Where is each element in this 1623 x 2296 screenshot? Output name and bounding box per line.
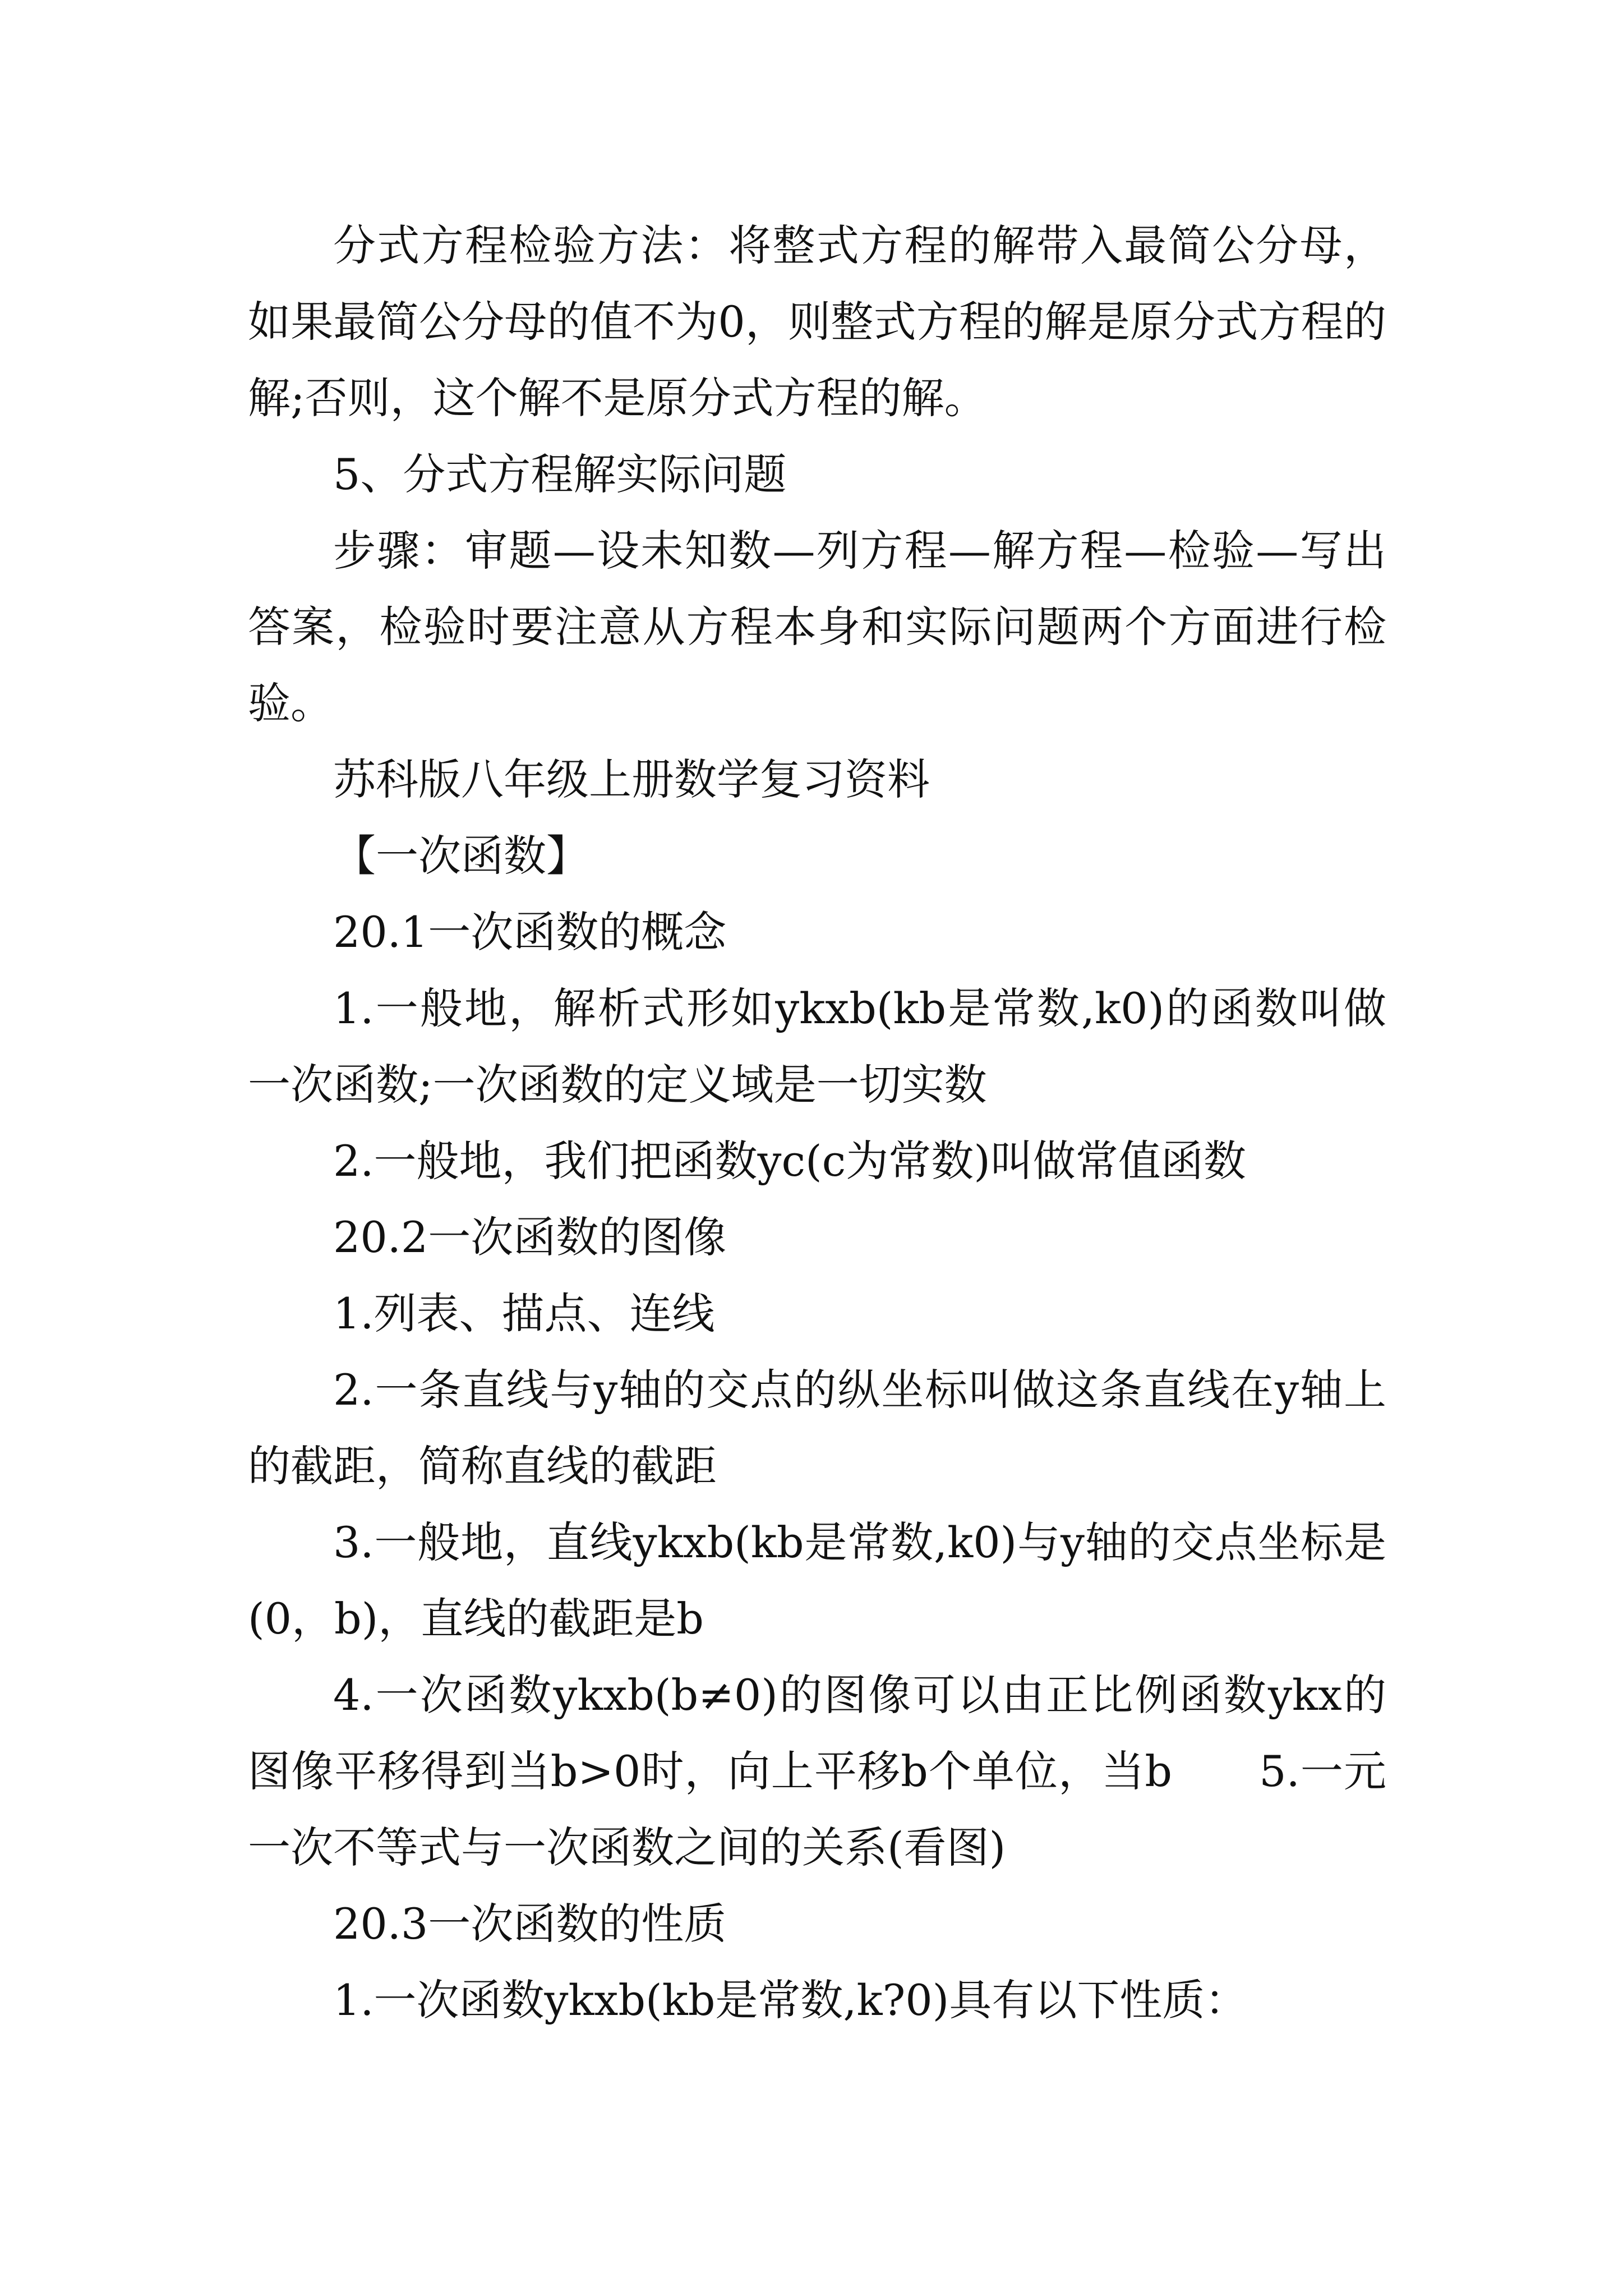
paragraph-translation: 4.一次函数ykxb(b≠0)的图像可以由正比例函数ykx的图像平移得到当b>0时，向上平移b个单位，当b 5.一元一次不等式与一次函数之间的关系(看图) bbox=[248, 1670, 1386, 1872]
paragraph-plot-steps: 1.列表、描点、连线 bbox=[333, 1289, 715, 1338]
paragraph-check-method: 分式方程检验方法：将整式方程的解带入最简公分母，如果最简公分母的值不为0，则整式方程的解是原分式方程的解;否则，这个解不是原分式方程的解。 bbox=[248, 220, 1386, 423]
paragraph-section-5: 5、分式方程解实际问题 bbox=[333, 449, 787, 499]
paragraph-section-20-3: 20.3一次函数的性质 bbox=[333, 1899, 727, 1949]
paragraph-intercept: 2.一条直线与y轴的交点的纵坐标叫做这条直线在y轴上的截距，简称直线的截距 bbox=[248, 1365, 1386, 1491]
paragraph-constant-function: 2.一般地，我们把函数yc(c为常数)叫做常值函数 bbox=[333, 1136, 1246, 1186]
document-body bbox=[248, 208, 1386, 2039]
paragraph-definition: 1.一般地，解析式形如ykxb(kb是常数,k0)的函数叫做一次函数;一次函数的定义域是一切实数 bbox=[248, 983, 1386, 1110]
paragraph-properties: 1.一次函数ykxb(kb是常数,k?0)具有以下性质： bbox=[333, 1975, 1248, 2025]
paragraph-section-20-2: 20.2一次函数的图像 bbox=[333, 1212, 727, 1262]
paragraph-steps: 步骤：审题—设未知数—列方程—解方程—检验—写出答案，检验时要注意从方程本身和实际问题两个方面进行检验。 bbox=[248, 526, 1386, 728]
paragraph-section-20-1: 20.1一次函数的概念 bbox=[333, 907, 727, 957]
paragraph-review-title: 苏科版八年级上册数学复习资料 bbox=[333, 754, 930, 804]
paragraph-linear-function-heading: 【一次函数】 bbox=[333, 831, 589, 881]
paragraph-intercept-point: 3.一般地，直线ykxb(kb是常数,k0)与y轴的交点坐标是(0，b)，直线的截距是b bbox=[248, 1517, 1386, 1644]
